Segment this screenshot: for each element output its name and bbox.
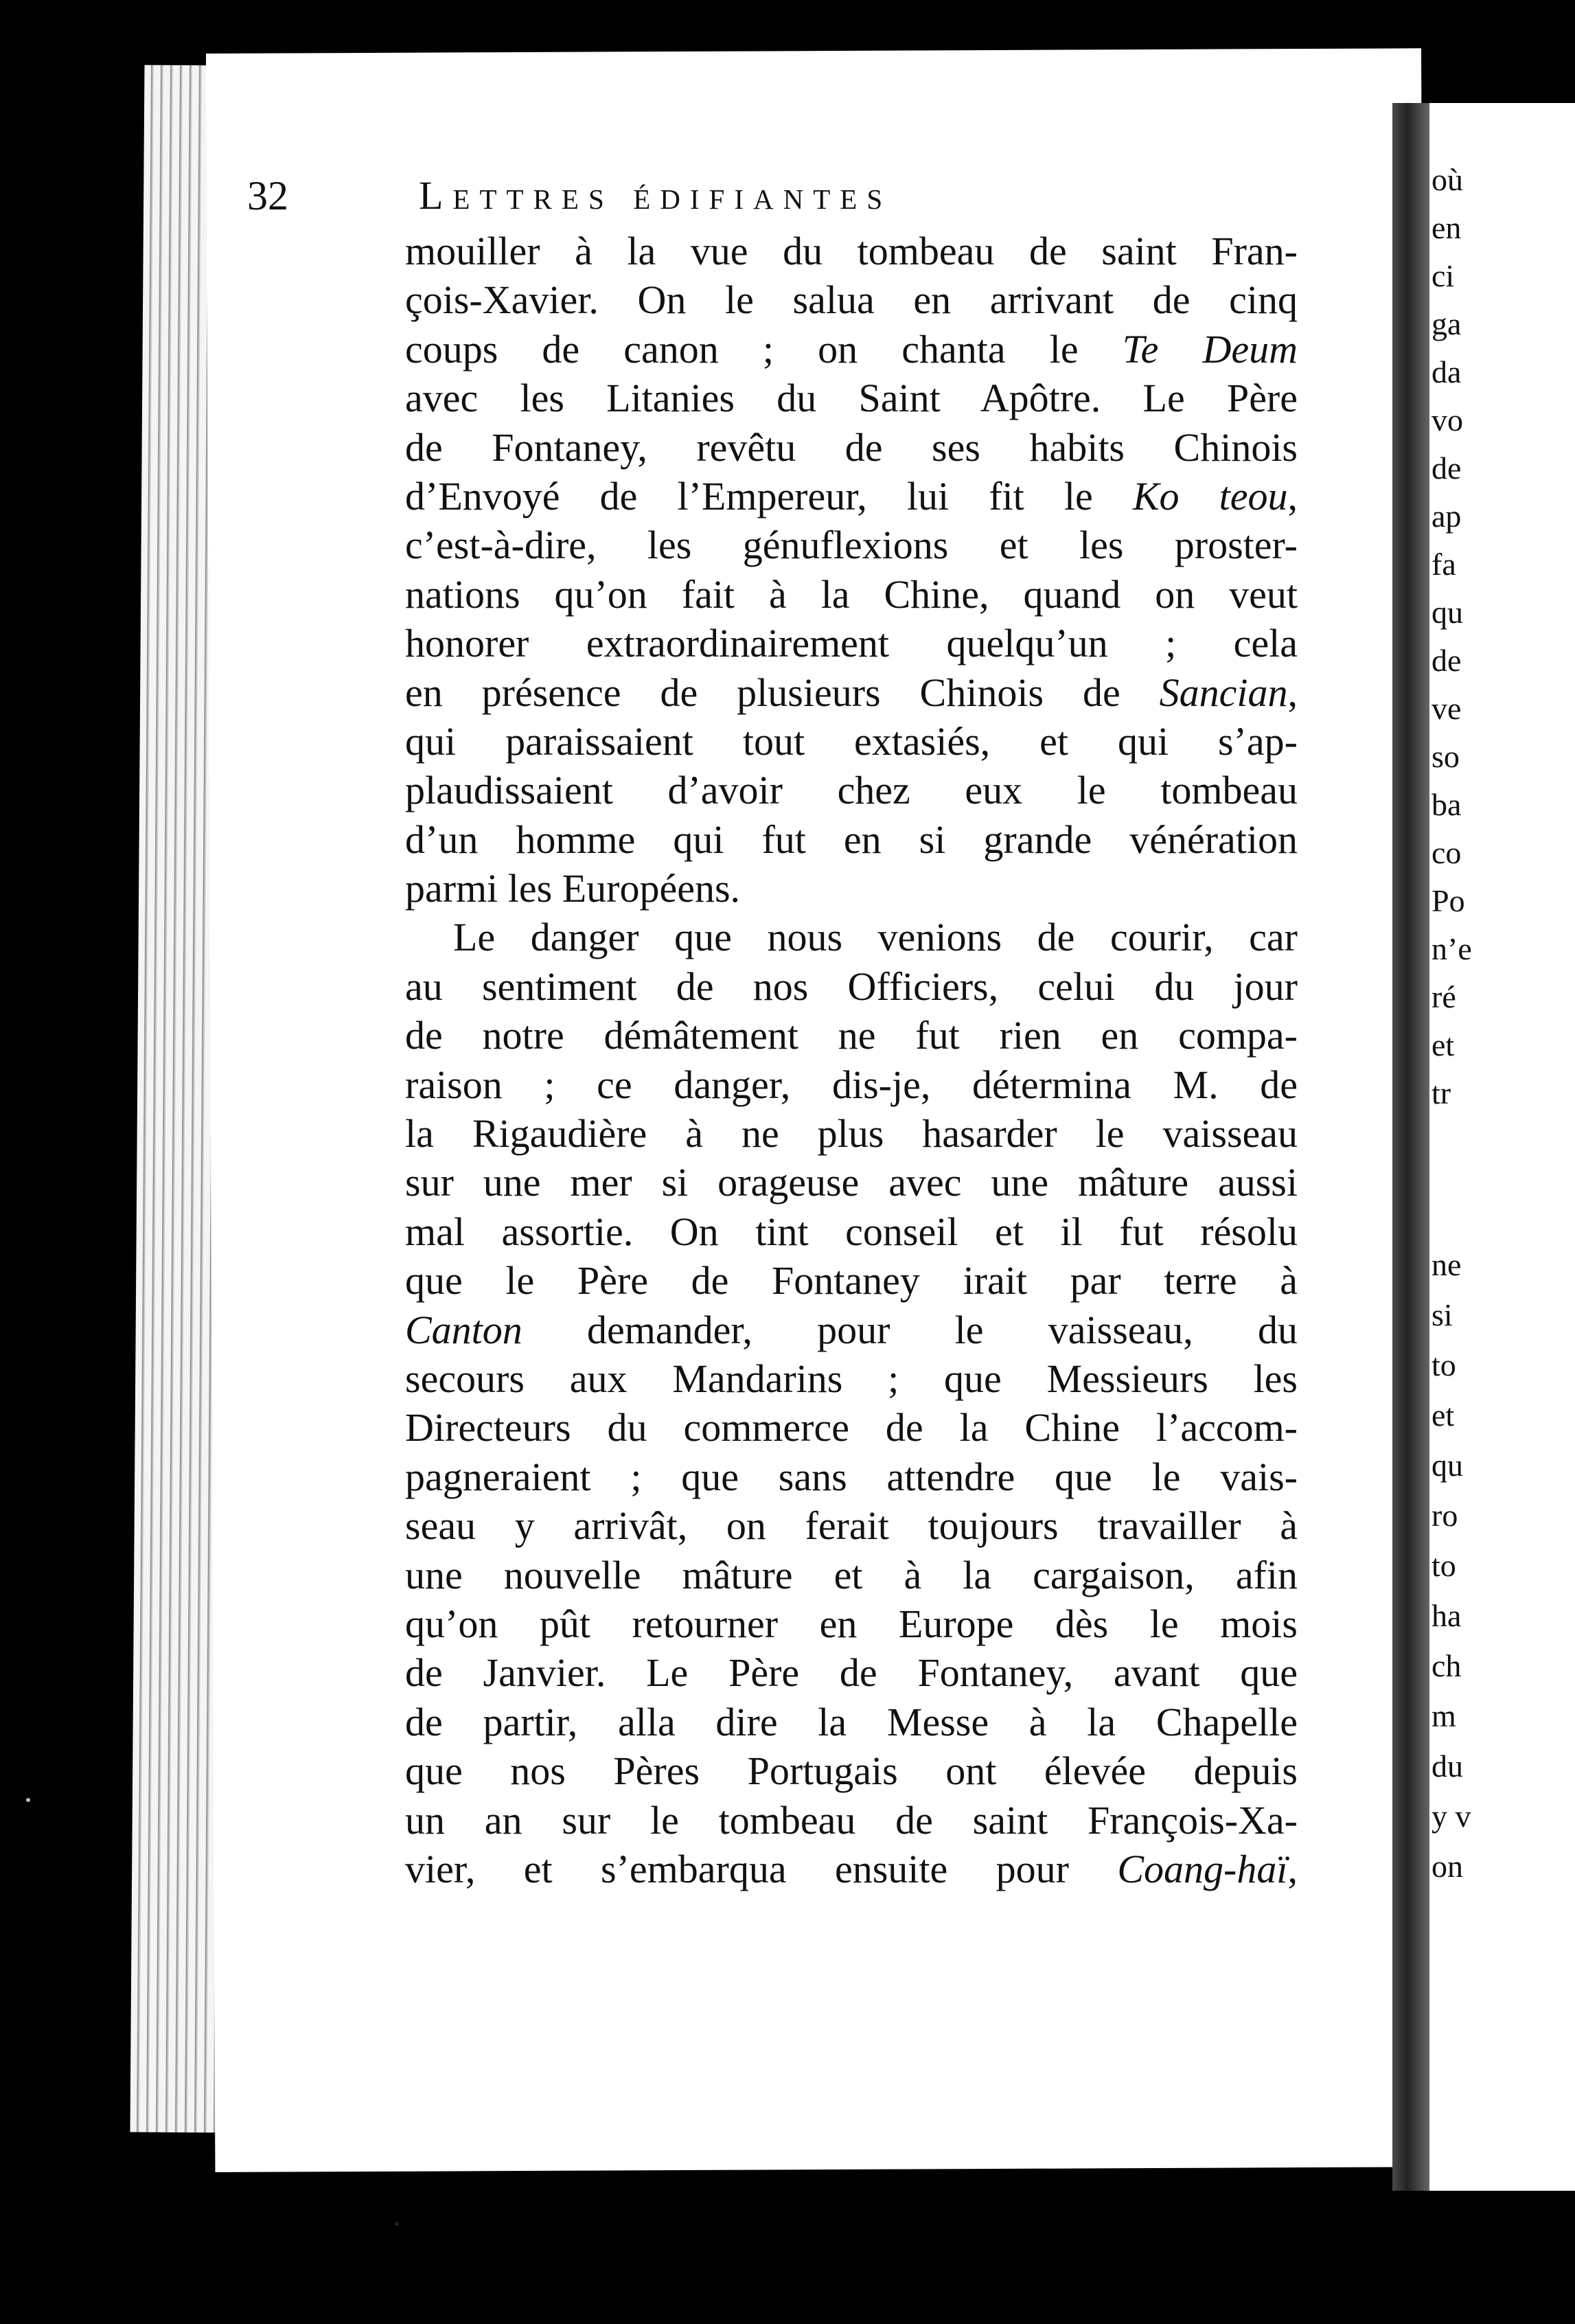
text-line: que le Père de Fontaney irait par terre à <box>405 1258 1298 1303</box>
text-line: mouiller à la vue du tombeau de saint Fran- <box>405 229 1298 273</box>
text-line: raison ; ce danger, dis-je, détermina M. de <box>405 1062 1298 1107</box>
text-line: d’un homme qui fut en si grande vénération <box>405 817 1298 862</box>
text-line: une nouvelle mâture et à la cargaison, afin <box>405 1552 1298 1597</box>
facing-page-fragment: ro <box>1432 1498 1458 1533</box>
text-line: de Fontaney, revêtu de ses habits Chinois <box>405 424 1298 470</box>
text-line: qu’on pût retourner en Europe dès le mois <box>405 1601 1298 1646</box>
facing-page-fragment: ch <box>1432 1648 1462 1683</box>
text-line: secours aux Mandarins ; que Messieurs les <box>405 1356 1298 1401</box>
text-line: que nos Pères Portugais ont élevée depuis <box>405 1748 1298 1794</box>
facing-page-fragment: ap <box>1432 499 1462 534</box>
binding-gutter <box>1392 103 1429 2191</box>
facing-page-fragment: et <box>1432 1027 1455 1062</box>
facing-page-fragment: to <box>1432 1548 1456 1583</box>
facing-page-fragment: de <box>1432 643 1462 678</box>
text-line: de Janvier. Le Père de Fontaney, avant que <box>405 1650 1298 1696</box>
text-line: nations qu’on fait à la Chine, quand on veut <box>405 571 1298 617</box>
facing-page-fragment: vo <box>1432 402 1463 437</box>
text-line: c’est-à-dire, les génuflexions et les proster- <box>405 523 1298 568</box>
facing-page-fragment: on <box>1432 1849 1463 1884</box>
facing-page-fragment: du <box>1432 1748 1463 1784</box>
text-line: mal assortie. On tint conseil et il fut résolu <box>405 1209 1298 1254</box>
text-line: au sentiment de nos Officiers, celui du jour <box>405 964 1298 1009</box>
running-title: Lettres édifiantes <box>419 173 893 218</box>
facing-page-fragment: ve <box>1432 691 1462 726</box>
text-line: vier, et s’embarqua ensuite pour Coang-haï, <box>405 1846 1298 1891</box>
facing-page-fragment: ne <box>1432 1247 1462 1282</box>
page-number: 32 <box>247 173 288 218</box>
facing-page-fragment: en <box>1432 210 1462 245</box>
facing-page-fragment: so <box>1432 739 1460 774</box>
facing-page-fragment: si <box>1432 1297 1453 1332</box>
facing-page-fragment: fa <box>1432 547 1456 582</box>
text-line: en présence de plusieurs Chinois de Sancian, <box>405 670 1298 715</box>
text-line: d’Envoyé de l’Empereur, lui fit le Ko teou, <box>405 473 1298 519</box>
body-text <box>405 227 1298 1893</box>
text-line: Canton demander, pour le vaisseau, du <box>405 1307 1298 1352</box>
text-line: qui paraissaient tout extasiés, et qui s’ap- <box>405 718 1298 764</box>
facing-page-fragment: où <box>1432 162 1463 197</box>
facing-page-fragment: co <box>1432 835 1462 870</box>
facing-page-fragment: de <box>1432 451 1462 486</box>
facing-page-fragment: ga <box>1432 306 1462 341</box>
text-line: de notre démâtement ne fut rien en compa- <box>405 1013 1298 1058</box>
facing-page-fragment: tr <box>1432 1075 1451 1110</box>
text-line: seau y arrivât, on ferait toujours travailler à <box>405 1503 1298 1549</box>
text-line: Le danger que nous venions de courir, car <box>453 915 1298 960</box>
text-line: coups de canon ; on chanta le Te Deum <box>405 326 1298 372</box>
text-line: un an sur le tombeau de saint François-Xa- <box>405 1797 1298 1843</box>
facing-page-fragment: ha <box>1432 1598 1462 1633</box>
facing-page-fragment: ba <box>1432 787 1462 822</box>
facing-page-fragment: et <box>1432 1398 1455 1433</box>
text-line: Directeurs du commerce de la Chine l’accom- <box>405 1405 1298 1450</box>
facing-page-fragment: ré <box>1432 979 1456 1014</box>
text-line: plaudissaient d’avoir chez eux le tombeau <box>405 768 1298 813</box>
dust-speck <box>26 1798 30 1802</box>
facing-page-fragment: qu <box>1432 1448 1463 1483</box>
text-line: çois-Xavier. On le salua en arrivant de cinq <box>405 277 1298 323</box>
text-line: de partir, alla dire la Messe à la Chapelle <box>405 1699 1298 1744</box>
facing-page-fragment: m <box>1432 1698 1456 1733</box>
dust-speck <box>395 2222 399 2226</box>
facing-page-fragment: n’e <box>1432 931 1472 966</box>
text-line: la Rigaudière à ne plus hasarder le vaisseau <box>405 1111 1298 1157</box>
text-line: honorer extraordinairement quelqu’un ; cela <box>405 621 1298 666</box>
facing-page-fragment: Po <box>1432 883 1465 918</box>
text-line: pagneraient ; que sans attendre que le vais- <box>405 1454 1298 1499</box>
text-line: parmi les Européens. <box>405 866 741 911</box>
text-line: avec les Litanies du Saint Apôtre. Le Père <box>405 376 1298 421</box>
facing-page-fragment: qu <box>1432 595 1463 630</box>
facing-page-fragment: y v <box>1432 1799 1471 1834</box>
facing-page-fragment: ci <box>1432 258 1455 293</box>
facing-page-fragment: da <box>1432 354 1462 389</box>
facing-page <box>1429 103 1575 2191</box>
running-header <box>247 168 1291 223</box>
facing-page-fragment: to <box>1432 1347 1456 1382</box>
text-line: sur une mer si orageuse avec une mâture aussi <box>405 1160 1298 1205</box>
